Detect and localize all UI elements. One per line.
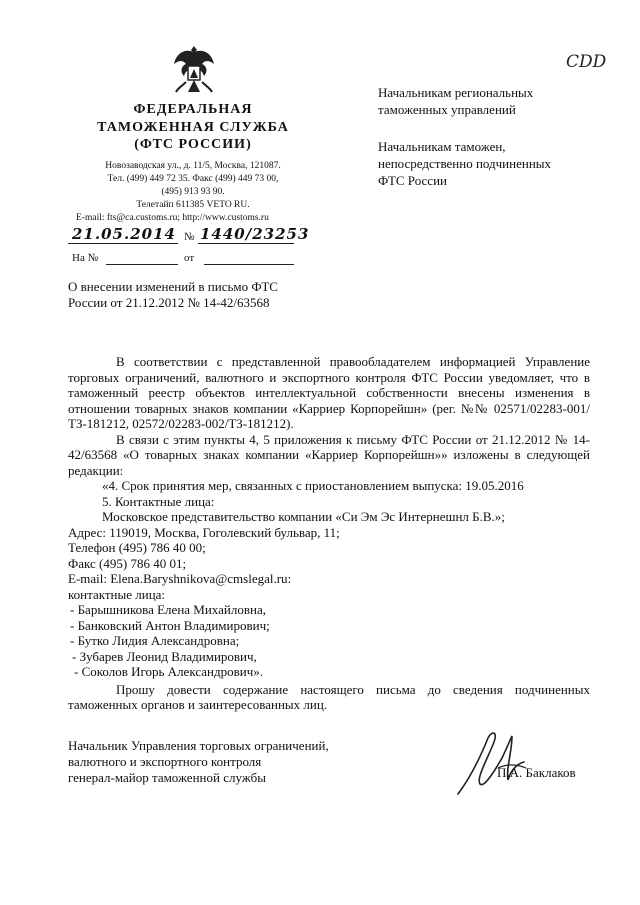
position-line: генерал-майор таможенной службы bbox=[68, 770, 266, 785]
contact-item: - Соколов Игорь Александрович». bbox=[74, 664, 263, 679]
office-line: Московское представительство компании «Си Эм Эс Интернешнл Б.В.»; bbox=[102, 509, 505, 524]
address-line: Новозаводская ул., д. 11/5, Москва, 121087. bbox=[105, 161, 281, 171]
contact-item: - Банковский Антон Владимирович; bbox=[70, 617, 270, 633]
body-paragraph: В соответствии с представленной правообладателем информацией Управление торговых ограничений, валютного и экспортного контроля ФТС России уведомляет, что в таможенный реестр объектов интеллектуальной собственности внесены изменения в отношении товарных знаков компании «Карриер Корпорейшн» (рег. №№ 02571/02283-001/ТЗ-181212, 02572/02283-002/ТЗ-181212). bbox=[68, 354, 590, 431]
address-line: Телетайп 611385 VETO RU. bbox=[136, 200, 250, 210]
closing-paragraph: Прошу довести содержание настоящего письма до сведения подчиненных таможенных органов и заинтересованных лиц. bbox=[68, 681, 590, 712]
agency-name-line3: (ФТС РОССИИ) bbox=[134, 137, 252, 152]
position-line: валютного и экспортного контроля bbox=[68, 754, 262, 769]
handwritten-signature bbox=[450, 728, 540, 800]
fax-line: Факс (495) 786 40 01; bbox=[68, 555, 187, 571]
body-paragraph: В связи с этим пункты 4, 5 приложения к письму ФТС России от 21.12.2012 № 14-42/63568 «О товарных знаках компании «Карриер Корпорейшн»» изложены в следующей редакции: bbox=[68, 431, 590, 478]
contact-item: - Барышникова Елена Михайловна, bbox=[70, 602, 266, 617]
item-5: 5. Контактные лица: bbox=[102, 493, 215, 509]
reg-number-sign: № bbox=[184, 231, 195, 243]
contact-item: - Зубарев Леонид Владимирович, bbox=[72, 648, 257, 664]
agency-name-line2: ТАМОЖЕННАЯ СЛУЖБА bbox=[97, 120, 289, 135]
recipient-line: таможенных управлений bbox=[378, 102, 516, 117]
subject bbox=[68, 279, 278, 311]
letter-body bbox=[68, 354, 590, 713]
contacts-label: контактные лица: bbox=[68, 586, 166, 602]
recipient-group-1 bbox=[378, 84, 533, 118]
ref-number-line bbox=[106, 264, 178, 265]
phone-line: Телефон (495) 786 40 00; bbox=[68, 540, 206, 555]
position-line: Начальник Управления торговых ограничений, bbox=[68, 738, 329, 753]
recipient-line: Начальникам региональных bbox=[378, 85, 534, 100]
reg-date: 21.05.2014 bbox=[72, 225, 176, 243]
address-line: (495) 913 93 90. bbox=[161, 187, 225, 197]
subject-line: России от 21.12.2012 № 14-42/63568 bbox=[68, 295, 270, 310]
address-line: Адрес: 119019, Москва, Гоголевский бульвар, 11; bbox=[68, 524, 340, 540]
recipient-line: ФТС России bbox=[378, 173, 447, 188]
ref-date-line bbox=[204, 264, 294, 265]
recipient-line: непосредственно подчиненных bbox=[378, 156, 552, 171]
recipient-group-2 bbox=[378, 138, 551, 189]
email-line: E-mail: Elena.Baryshnikova@cmslegal.ru: bbox=[68, 571, 292, 586]
item-4: «4. Срок принятия мер, связанных с приостановлением выпуска: 19.05.2016 bbox=[102, 478, 524, 493]
address-line: E-mail: fts@ca.customs.ru; http://www.customs.ru bbox=[76, 213, 269, 223]
reg-number: 1440/23253 bbox=[200, 225, 310, 243]
emblem-icon bbox=[170, 42, 218, 98]
recipient-line: Начальникам таможен, bbox=[378, 139, 506, 154]
signature-position bbox=[68, 738, 329, 786]
subject-line: О внесении изменений в письмо ФТС bbox=[68, 279, 278, 294]
agency-name-line1: ФЕДЕРАЛЬНАЯ bbox=[133, 102, 253, 117]
reg-number-line bbox=[198, 243, 294, 244]
ref-from-label: от bbox=[184, 252, 195, 264]
address-line: Тел. (499) 449 72 35. Факс (499) 449 73 00, bbox=[107, 174, 279, 184]
signatory-name: П.А. Баклаков bbox=[497, 765, 576, 780]
ref-label: На № bbox=[72, 252, 99, 264]
contact-item: - Бутко Лидия Александровна; bbox=[70, 633, 240, 648]
reg-date-line bbox=[68, 243, 178, 244]
corner-mark: CDD bbox=[566, 52, 607, 72]
